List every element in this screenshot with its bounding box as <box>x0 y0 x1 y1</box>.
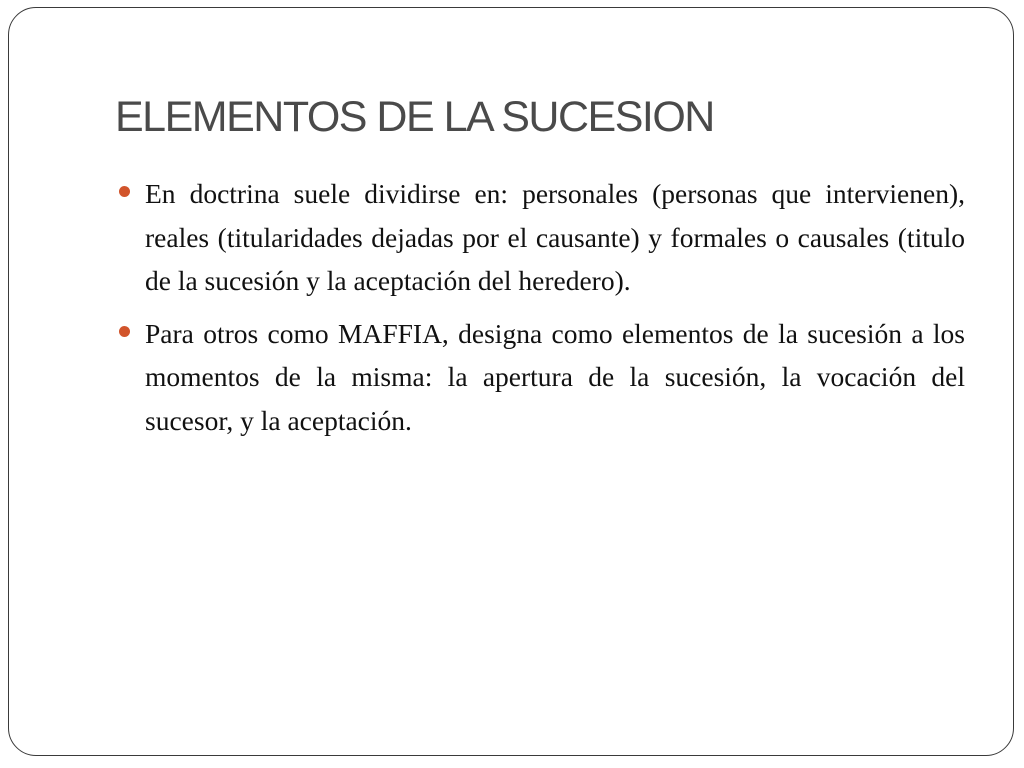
bullet-item <box>119 172 965 303</box>
slide-title: ELEMENTOS DE LA SUCESION <box>115 93 714 141</box>
bullet-dot-icon <box>119 326 130 337</box>
bullet-dot-icon <box>119 186 130 197</box>
bullet-text: Para otros como MAFFIA, designa como elementos de la sucesión a los momentos de la misma: la apertura de la sucesión, la vocación del sucesor, y la aceptación. <box>145 317 965 436</box>
bullet-text: En doctrina suele dividirse en: personales (personas que intervienen), reales (titularidades dejadas por el causante) y formales o causales (titulo de la sucesión y la aceptación del heredero). <box>145 178 965 296</box>
bullet-list <box>119 172 965 451</box>
slide-frame <box>8 7 1014 756</box>
bullet-item <box>119 312 965 443</box>
